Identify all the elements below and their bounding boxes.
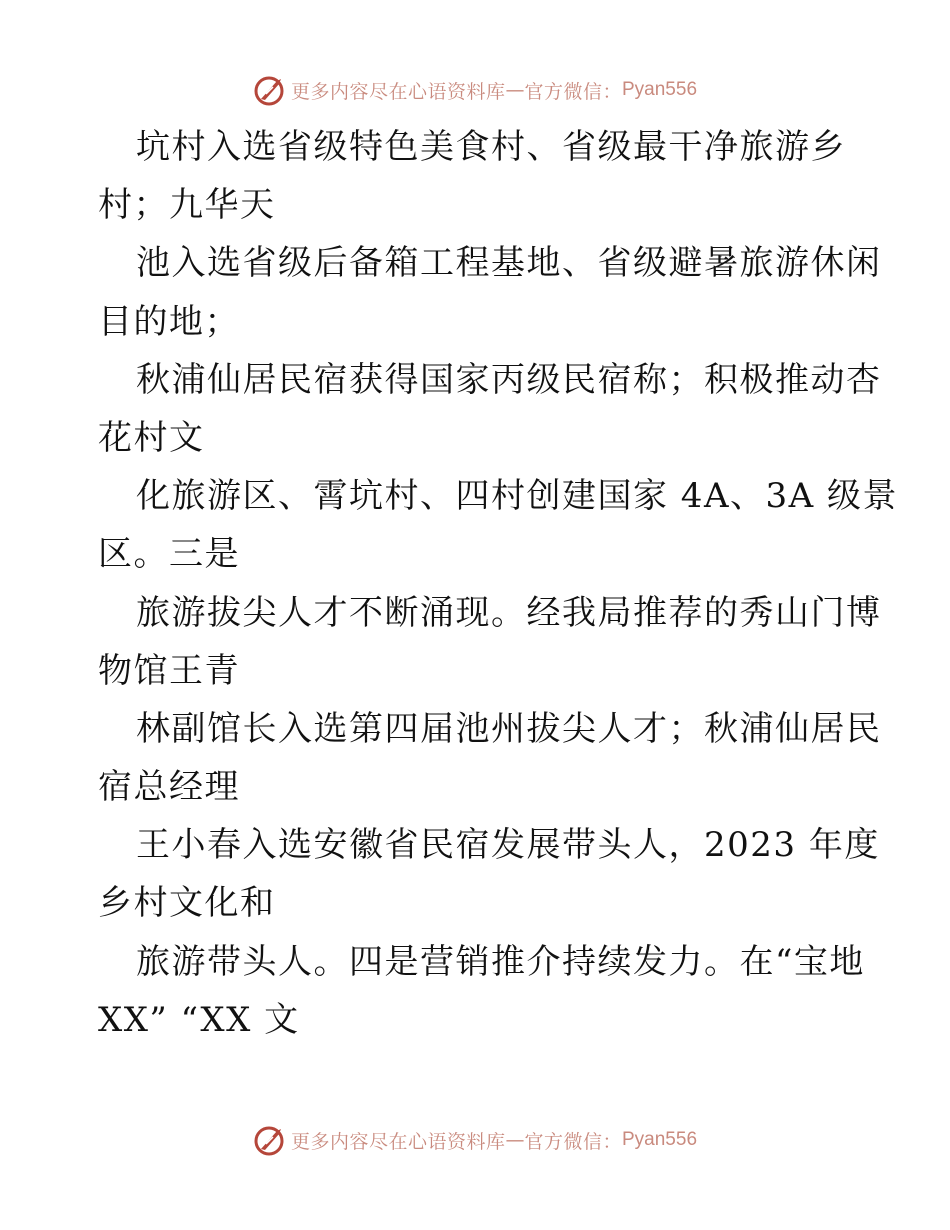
text-line: 坑村入选省级特色美食村、省级最干净旅游乡 <box>136 127 846 167</box>
watermark-wechat-label: 官方微信： <box>524 80 622 103</box>
text-line: 目的地； <box>98 301 240 342</box>
text-line: 村；九华天 <box>98 185 276 226</box>
watermark-wechat-id: Pyan556 <box>622 1129 698 1150</box>
text-line: 乡村文化和 <box>98 883 276 924</box>
text-line: 物馆王青 <box>98 650 240 691</box>
watermark-site-text: 更多内容尽在心语资料库 <box>290 1130 506 1153</box>
text-line: XX” “XX 文 <box>98 999 300 1040</box>
text-line: 化旅游区、霄坑村、四村创建国家 4A、3A 级景 <box>136 476 898 517</box>
text-line: 区。三是 <box>98 534 240 575</box>
text-line: 宿总经理 <box>98 767 240 808</box>
watermark-site-text: 更多内容尽在心语资料库 <box>290 80 506 103</box>
quill-pen-circle-icon <box>253 73 287 107</box>
text-line: 林副馆长入选第四届池州拔尖人才；秋浦仙居民 <box>136 708 882 749</box>
watermark-separator: — <box>505 1129 525 1151</box>
text-line: 秋浦仙居民宿获得国家丙级民宿称；积极推动杏 <box>136 359 882 400</box>
text-line: 旅游带头人。四是营销推介持续发力。在“宝地 <box>136 941 865 982</box>
text-line: 花村文 <box>98 417 205 458</box>
quill-pen-circle-icon <box>253 1123 287 1157</box>
watermark-wechat-label: 官方微信： <box>524 1130 622 1153</box>
header-watermark <box>0 70 950 110</box>
text-line: 旅游拔尖人才不断涌现。经我局推荐的秀山门博 <box>136 592 882 633</box>
text-line: 池入选省级后备箱工程基地、省级避暑旅游休闲 <box>136 243 882 284</box>
watermark-separator: — <box>505 79 525 101</box>
watermark-wechat-id: Pyan556 <box>622 79 698 100</box>
footer-watermark <box>0 1120 950 1160</box>
text-line: 王小春入选安徽省民宿发展带头人，2023 年度 <box>136 825 880 866</box>
document-body <box>98 118 898 1049</box>
